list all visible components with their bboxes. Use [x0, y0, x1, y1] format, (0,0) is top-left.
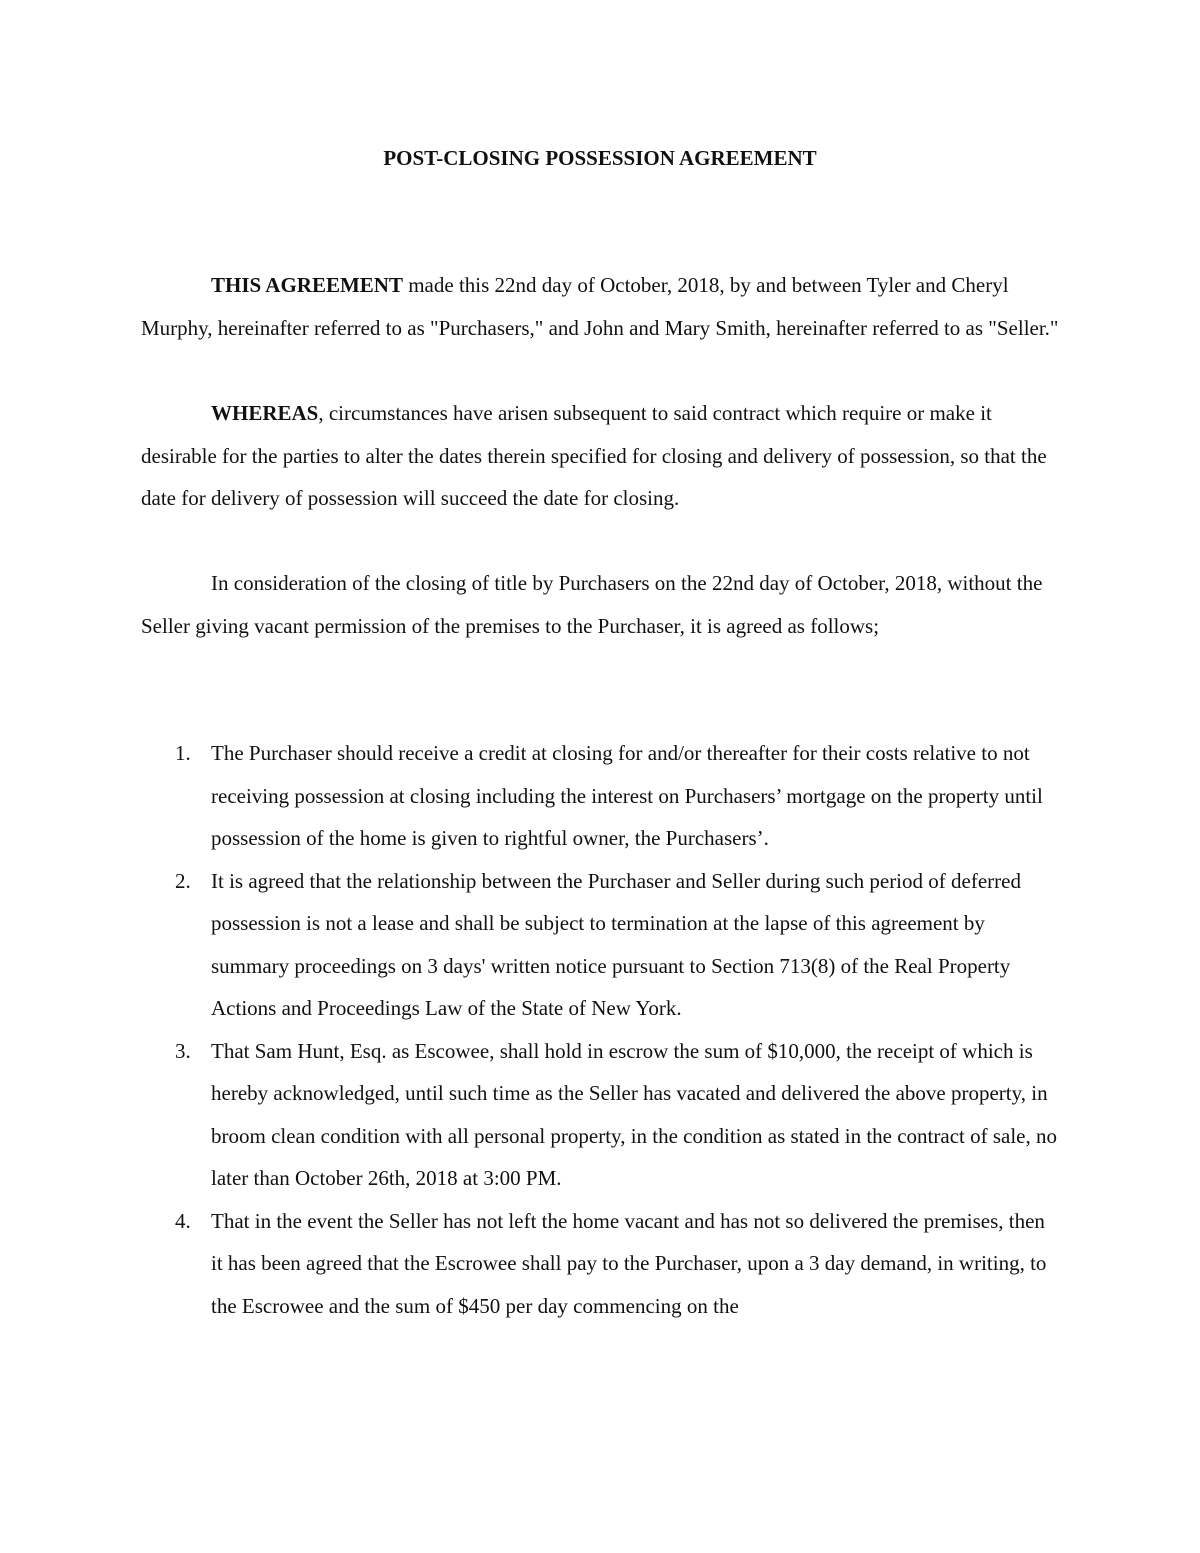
list-item-text: That in the event the Seller has not left the home vacant and has not so delivered the premises, then it has been agreed that the Escrowee shall pay to the Purchaser, upon a 3 day demand, in writing, to the Escrowee and the sum of $450 per day commencing on the	[211, 1208, 1047, 1318]
agreement-text: made this 22nd day of October, 2018, by and between Tyler and Cheryl Murphy, hereinafter referred to as "Purchasers," and John and Mary Smith, hereinafter referred to as "Seller."	[141, 273, 1059, 340]
list-item-text: That Sam Hunt, Esq. as Escowee, shall hold in escrow the sum of $10,000, the receipt of which is hereby acknowledged, until such time as the Seller has vacated and delivered the above property, in broom clean condition with all personal property, in the condition as stated in the contract of sale, no later than October 26th, 2018 at 3:00 PM.	[211, 1038, 1057, 1190]
consideration-text: In consideration of the closing of title by Purchasers on the 22nd day of October, 2018, without the Seller giving vacant permission of the premises to the Purchaser, it is agreed as follows;	[141, 571, 1043, 638]
list-item-number: 2.	[175, 868, 191, 893]
list-item-number: 4.	[175, 1208, 191, 1233]
list-item	[141, 1200, 1061, 1328]
agreement-lead: THIS AGREEMENT	[211, 273, 403, 297]
agreement-paragraph	[141, 264, 1061, 349]
list-item	[141, 732, 1061, 860]
whereas-paragraph	[141, 392, 1061, 520]
list-item	[141, 1030, 1061, 1200]
document-title: POST-CLOSING POSSESSION AGREEMENT	[383, 146, 817, 170]
list-item	[141, 860, 1061, 1030]
consideration-paragraph	[141, 562, 1061, 647]
whereas-lead: WHEREAS	[211, 401, 319, 425]
whereas-text: , circumstances have arisen subsequent to said contract which require or make it desirable for the parties to alter the dates therein specified for closing and delivery of possession, so that the date for delivery of possession will succeed the date for closing.	[141, 401, 1047, 510]
list-item-number: 1.	[175, 741, 191, 765]
terms-list	[141, 732, 1061, 1327]
list-item-text: The Purchaser should receive a credit at closing for and/or thereafter for their costs relative to not receiving possession at closing including the interest on Purchasers’ mortgage on the property until possession of the home is given to rightful owner, the Purchasers’.	[211, 741, 1043, 850]
list-item-text: It is agreed that the relationship between the Purchaser and Seller during such period of deferred possession is not a lease and shall be subject to termination at the lapse of this agreement by summary proceedings on 3 days' written notice pursuant to Section 713(8) of the Real Property Actions and Proceedings Law of the State of New York.	[211, 868, 1021, 1020]
list-item-number: 3.	[175, 1038, 191, 1063]
